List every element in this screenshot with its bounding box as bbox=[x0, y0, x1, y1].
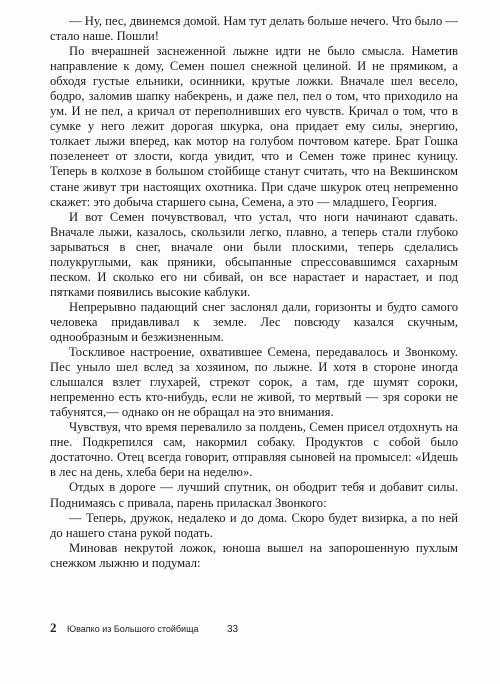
page-footer bbox=[50, 620, 238, 636]
paragraph-7: Отдых в дороге — лучший спутник, он ободрит тебя и добавит силы. Поднимаясь с привала, парень приласкал Звонкого: bbox=[50, 480, 458, 510]
running-title: Ювапко из Большого стойбища bbox=[67, 624, 199, 634]
paragraph-9: Миновав некрутой ложок, юноша вышел на запорошенную пухлым снежком лыжню и подумал: bbox=[50, 540, 458, 570]
paragraph-3: И вот Семен почувствовал, что устал, что ноги начинают сдавать. Вначале лыжи, казалось, скользили легко, плавно, а теперь стали глубоко зарываться в снег, вначале они были плоскими, теперь сделались полукруглыми, как пряники, обсыпанные спрессовавшимся сахарным песком. И сколько его ни сбивай, он все нарастает и нарастает, и под пятками появились высокие каблуки. bbox=[50, 209, 458, 299]
paragraph-1: — Ну, пес, двинемся домой. Нам тут делать больше нечего. Что было — стало наше. Пошли! bbox=[50, 14, 458, 44]
paragraph-6: Чувствуя, что время перевалило за полдень, Семен присел отдохнуть на пне. Подкрепился сам, накормил собаку. Продуктов с собой было достаточно. Отец всегда говорит, отправляя сыновей на промысел: «Идешь в лес на день, хлеба бери на неделю». bbox=[50, 420, 458, 480]
paragraph-2: По вчерашней заснеженной лыжне идти не было смысла. Наметив направление к дому, Семен пошел снежной целиной. И не прямиком, а обходя густые ельники, осинники, крутые ложки. Вначале шел весело, бодро, заломив шапку набекрень, и даже пел, пел о том, что приходило на ум. И не пел, а кричал от переполнивших его чувств. Кричал о том, что в сумке у него лежит дорогая шкурка, она придает ему силы, энергию, толкает лыжи вперед, как мотор на голубом почтовом катере. Брат Гошка позеленеет от злости, когда увидит, что и Семен тоже принес куницу. Теперь в колхозе в большом стойбище станут считать, что на Векшинском стане живут три настоящих охотника. При сдаче шкурок отец непременно скажет: это добыча старшего сына, Семена, а это — младшего, Георгия. bbox=[50, 44, 458, 209]
signature-mark: 2 bbox=[50, 620, 57, 635]
paragraph-8: — Теперь, дружок, недалеко и до дома. Скоро будет визирка, а по ней до нашего стана рукой подать. bbox=[50, 510, 458, 540]
paragraph-5: Тоскливое настроение, охватившее Семена, передавалось и Звонкому. Пес уныло шел вслед за хозяином, по лыжне. И хотя в стороне иногда слышался взлет глухарей, стрекот сорок, а там, где шумят сороки, непременно есть кто-нибудь, если не живой, то мертвый — зря сороки не табунятся,— однако он не обращал на это внимания. bbox=[50, 345, 458, 420]
text-block bbox=[50, 14, 458, 571]
page-number: 33 bbox=[227, 624, 239, 635]
paragraph-4: Непрерывно падающий снег заслонял дали, горизонты и будто самого человека придавливал к земле. Лес повсюду казался скучным, однообразным и безжизненным. bbox=[50, 299, 458, 344]
